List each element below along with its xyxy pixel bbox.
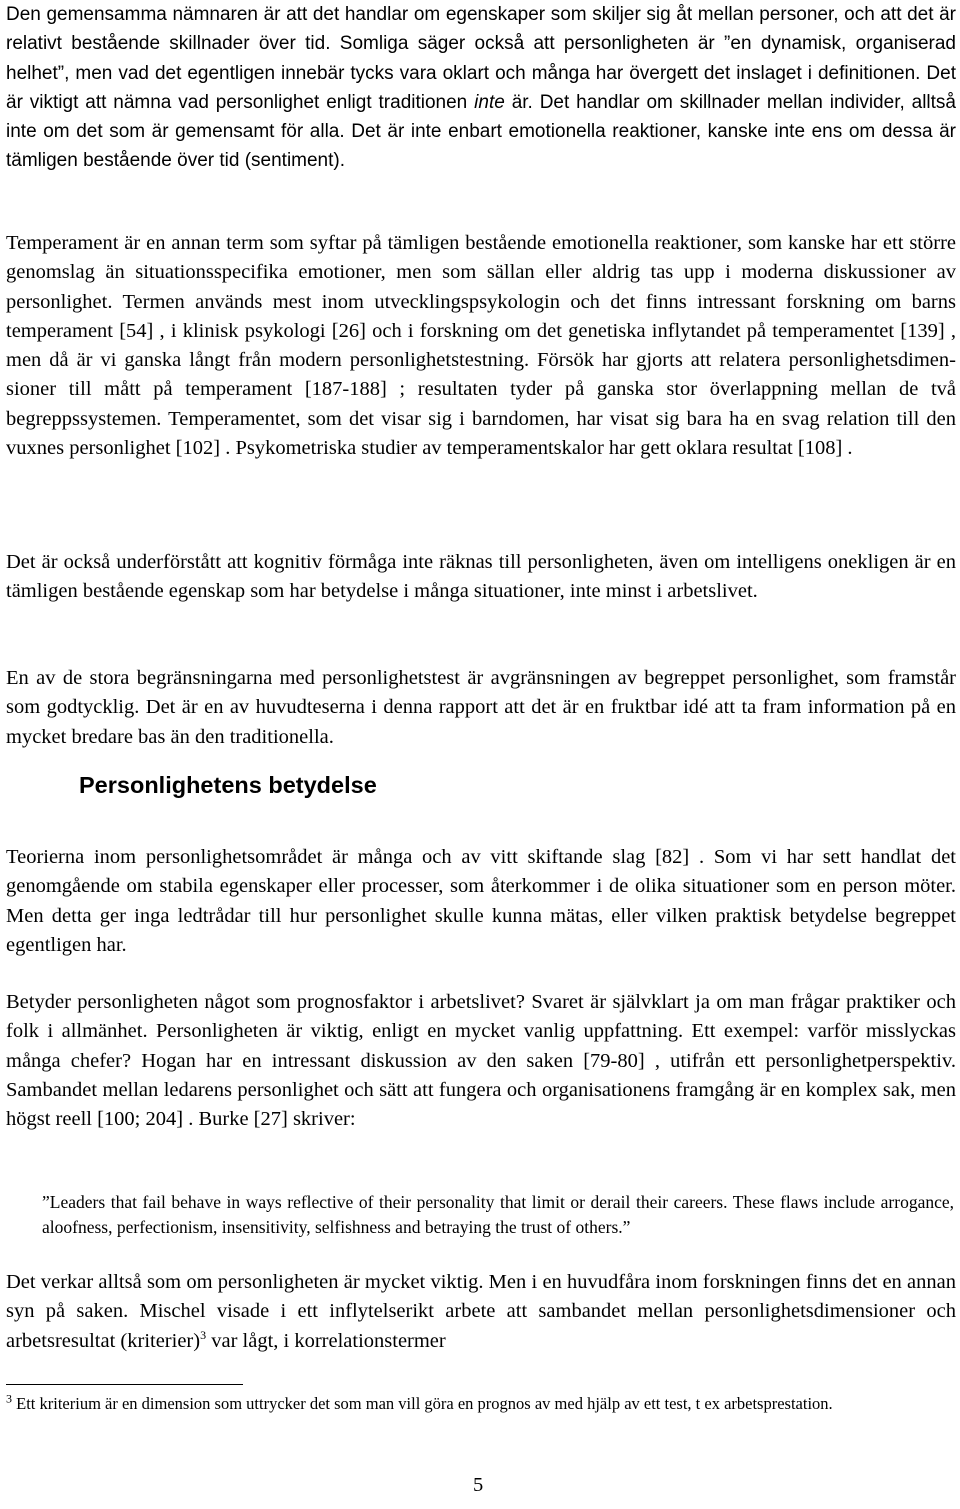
section-heading: Personlighetens betydelse <box>79 772 377 798</box>
footnote-divider <box>6 1384 243 1385</box>
paragraph-theories: Teorierna inom personlighetsområdet är många och av vitt skiftande slag [82] . Som vi har sett handlat det genomgående om stabila egenskaper eller processer, som återkommer i de olika situationer som en person möter. Men detta ger inga ledtrådar till hur personlighet skulle kunna mätas, eller vilken praktisk betydelse begreppet egentligen har. <box>6 846 956 956</box>
paragraph-text: var lågt, i korrelationstermer <box>206 1329 446 1352</box>
footnote <box>6 1392 936 1416</box>
paragraph-personality-definition <box>6 0 956 176</box>
paragraph-text: Den gemensamma nämnaren är att det handlar om egenskaper som skiljer sig åt mellan personer, och att det är relativt bestående skillnader över tid. Somliga säger också att personligheten är ”en dynamisk, organiserad helhet”, men vad det egentligen innebär tycks vara oklart och många har övergett det inslaget i definitionen. Det är viktigt att nämna vad personlighet enligt traditionen <box>6 4 956 113</box>
footnote-marker: 3 <box>6 1391 12 1406</box>
footnote-reference: 3 <box>200 1327 207 1342</box>
paragraph-text: är. Det handlar om skillnader mellan individer, alltså inte om det som är gemensamt för alla. Det är inte enbart emotionella reaktioner, kanske inte ens om dessa är tämligen bestående över tid (sentiment). <box>6 91 956 172</box>
paragraph-cognitive-ability: Det är också underförstått att kognitiv förmåga inte räknas till personligheten, även om intelligens onekligen är en tämligen bestående egenskap som har betydelse i många situationer, inte minst i arbetslivet. <box>6 551 956 603</box>
paragraph-limitations: En av de stora begränsningarna med personlighetstest är avgränsningen av begreppet personlighet, som framstår som godtycklig. Det är en av huvudteserna i denna rapport att det är en fruktbar idé att ta fram information på en mycket bredare bas än den traditionella. <box>6 667 956 748</box>
emphasis-inte: inte <box>474 91 505 113</box>
page-number: 5 <box>473 1474 484 1496</box>
paragraph-mischel <box>6 1268 956 1356</box>
block-quote: ”Leaders that fail behave in ways reflective of their personality that limit or derail their careers. These flaws include arrogance, aloofness, perfectionism, insensitivity, selfishness and betraying the trust of others.” <box>42 1192 954 1237</box>
paragraph-prognosis: Betyder personligheten något som prognosfaktor i arbetslivet? Svaret är självklart ja om man frågar praktiker och folk i allmänhet. Personligheten är viktig, enligt en mycket vanlig uppfattning. Ett exempel: varför misslyckas många chefer? Hogan har en intressant diskussion av den saken [79-80] , utifrån ett personlighetperspektiv. Sambandet mellan ledarens personlighet och sätt att fungera och organisationens framgång är en komplex sak, men högst reell [100; 204] . Burke [27] skriver: <box>6 991 956 1131</box>
paragraph-text: Det verkar alltså som om personligheten är mycket viktig. Men i en huvudfåra inom forskningen finns det en annan syn på saken. Mischel visade i ett inflytelserikt arbete att sambandet mellan personlighetsdimensioner och arbetsresultat (kriterier) <box>6 1271 956 1352</box>
paragraph-temperament: Temperament är en annan term som syftar på tämligen bestående emotionella reaktioner, som kanske har ett större genomslag än situationsspecifika emotioner, men som sällan eller aldrig tas upp i moderna diskussioner av personlighet. Termen används mest inom utvecklingspsykologin och det finns intressant forskning om barns temperament [54] , i klinisk psykologi [26] och i forskning om det genetiska inflytandet på temperamentet [139] , men då är vi ganska långt från modern personlighetstestning. Försök har gjorts att relatera personlighetsdimensioner till mått på temperament [187-188] ; resultaten tyder på ganska stor överlappning mellan de två begreppssystemen. Temperamentet, som det visar sig i barndomen, har visat sig bara ha en svag relation till den vuxnes personlighet [102] . Psykometriska studier av temperamentskalor har gett oklara resultat [108] . <box>6 232 956 460</box>
footnote-text: Ett kriterium är en dimension som uttrycker det som man vill göra en prognos av med hjälp av ett test, t ex arbetsprestation. <box>12 1394 833 1413</box>
